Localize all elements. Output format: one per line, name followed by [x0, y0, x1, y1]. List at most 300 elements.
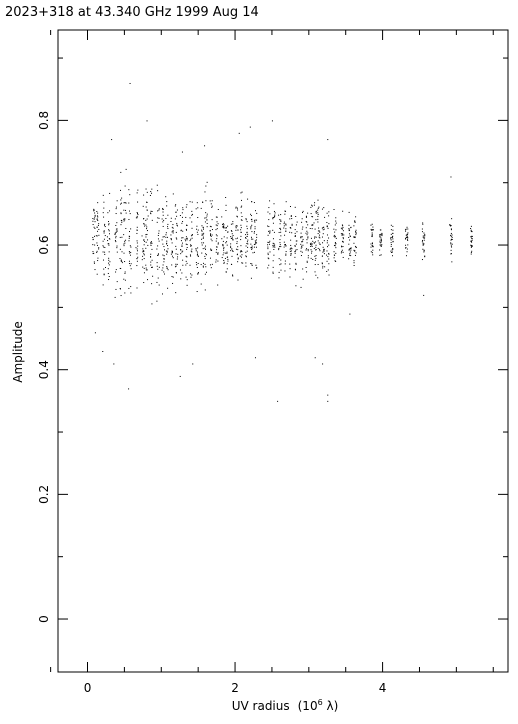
data-point	[424, 238, 425, 239]
data-point	[231, 264, 232, 265]
data-point	[354, 220, 355, 221]
data-point	[102, 351, 103, 352]
data-point	[116, 247, 117, 248]
data-point	[151, 267, 152, 268]
data-point	[181, 245, 182, 246]
data-point	[147, 120, 148, 121]
data-point	[198, 263, 199, 264]
data-point	[322, 256, 323, 257]
data-point	[210, 233, 211, 234]
data-point	[201, 253, 202, 254]
data-point	[280, 246, 281, 247]
data-point	[322, 363, 323, 364]
data-point	[182, 265, 183, 266]
data-point	[311, 225, 312, 226]
data-point	[349, 253, 350, 254]
data-point	[303, 239, 304, 240]
data-point	[318, 207, 319, 208]
data-point	[335, 217, 336, 218]
data-point	[355, 246, 356, 247]
data-point	[241, 206, 242, 207]
data-point	[92, 251, 93, 252]
data-point	[201, 225, 202, 226]
data-point	[349, 230, 350, 231]
data-point	[116, 236, 117, 237]
data-point	[291, 247, 292, 248]
data-point	[227, 245, 228, 246]
data-point	[274, 246, 275, 247]
data-point	[181, 240, 182, 241]
data-point	[407, 249, 408, 250]
data-point	[217, 254, 218, 255]
data-point	[301, 233, 302, 234]
data-point	[202, 235, 203, 236]
data-point	[269, 242, 270, 243]
data-point	[162, 255, 163, 256]
data-point	[268, 258, 269, 259]
data-point	[129, 251, 130, 252]
data-point	[247, 243, 248, 244]
data-point	[142, 259, 143, 260]
data-point	[117, 200, 118, 201]
data-point	[237, 238, 238, 239]
data-point	[317, 219, 318, 220]
data-point	[255, 228, 256, 229]
data-point	[349, 240, 350, 241]
data-point	[335, 242, 336, 243]
data-point	[240, 192, 241, 193]
data-point	[121, 260, 122, 261]
data-point	[115, 289, 116, 290]
data-point	[205, 253, 206, 254]
data-point	[166, 266, 167, 267]
data-point	[195, 248, 196, 249]
data-point	[211, 236, 212, 237]
data-point	[95, 216, 96, 217]
data-point	[471, 236, 472, 237]
data-point	[273, 255, 274, 256]
data-point	[173, 193, 174, 194]
data-point	[232, 250, 233, 251]
data-point	[277, 401, 278, 402]
data-point	[92, 237, 93, 238]
data-point	[211, 239, 212, 240]
data-point	[380, 242, 381, 243]
data-point	[131, 268, 132, 269]
data-point	[146, 268, 147, 269]
data-point	[172, 283, 173, 284]
data-point	[317, 222, 318, 223]
data-point	[349, 255, 350, 256]
data-point	[251, 278, 252, 279]
data-point	[324, 250, 325, 251]
data-point	[295, 233, 296, 234]
data-point	[97, 220, 98, 221]
data-point	[284, 225, 285, 226]
data-point	[171, 238, 172, 239]
data-point	[379, 241, 380, 242]
data-point	[190, 254, 191, 255]
data-point	[146, 189, 147, 190]
data-point	[452, 234, 453, 235]
data-point	[240, 245, 241, 246]
data-point	[296, 244, 297, 245]
data-point	[167, 226, 168, 227]
data-point	[143, 195, 144, 196]
x-tick-label: 4	[378, 681, 387, 695]
data-point	[269, 232, 270, 233]
data-point	[93, 253, 94, 254]
data-point	[201, 239, 202, 240]
data-point	[163, 271, 164, 272]
data-point	[190, 277, 191, 278]
data-point	[267, 226, 268, 227]
data-point	[255, 357, 256, 358]
data-point	[175, 246, 176, 247]
data-point	[241, 251, 242, 252]
data-point	[307, 236, 308, 237]
data-point	[315, 258, 316, 259]
data-point	[124, 202, 125, 203]
data-point	[105, 267, 106, 268]
data-point	[210, 230, 211, 231]
data-point	[98, 235, 99, 236]
data-point	[294, 251, 295, 252]
data-point	[181, 246, 182, 247]
data-point	[191, 275, 192, 276]
data-point	[232, 221, 233, 222]
data-point	[186, 277, 187, 278]
data-point	[334, 232, 335, 233]
data-point	[202, 202, 203, 203]
data-point	[238, 230, 239, 231]
data-point	[452, 237, 453, 238]
data-point	[391, 246, 392, 247]
data-point	[157, 217, 158, 218]
data-point	[251, 225, 252, 226]
data-point	[247, 251, 248, 252]
data-point	[124, 245, 125, 246]
data-point	[121, 203, 122, 204]
data-point	[255, 240, 256, 241]
data-point	[147, 239, 148, 240]
data-point	[343, 242, 344, 243]
data-point	[237, 280, 238, 281]
data-point	[315, 264, 316, 265]
data-point	[354, 260, 355, 261]
data-point	[162, 239, 163, 240]
data-point	[146, 207, 147, 208]
data-point	[176, 249, 177, 250]
data-point	[97, 227, 98, 228]
data-point	[247, 236, 248, 237]
data-point	[317, 216, 318, 217]
data-point	[269, 200, 270, 201]
data-point	[423, 245, 424, 246]
data-point	[103, 247, 104, 248]
data-point	[186, 236, 187, 237]
data-point	[187, 247, 188, 248]
data-point	[126, 169, 127, 170]
data-point	[242, 192, 243, 193]
data-point	[129, 261, 130, 262]
data-point	[237, 249, 238, 250]
data-point	[206, 215, 207, 216]
data-point	[295, 253, 296, 254]
data-point	[237, 246, 238, 247]
data-point	[223, 252, 224, 253]
data-point	[117, 252, 118, 253]
data-point	[272, 218, 273, 219]
data-point	[349, 249, 350, 250]
data-point	[190, 273, 191, 274]
data-point	[163, 212, 164, 213]
data-point	[147, 210, 148, 211]
data-point	[109, 193, 110, 194]
data-point	[102, 245, 103, 246]
data-point	[422, 229, 423, 230]
data-point	[302, 212, 303, 213]
data-point	[312, 243, 313, 244]
data-point	[407, 244, 408, 245]
data-point	[117, 246, 118, 247]
data-point	[123, 279, 124, 280]
data-point	[197, 207, 198, 208]
data-point	[95, 332, 96, 333]
data-point	[407, 234, 408, 235]
data-point	[227, 268, 228, 269]
data-point	[237, 208, 238, 209]
data-point	[115, 272, 116, 273]
data-point	[182, 243, 183, 244]
data-point	[284, 211, 285, 212]
data-point	[422, 249, 423, 250]
data-point	[295, 250, 296, 251]
data-point	[307, 232, 308, 233]
data-point	[190, 239, 191, 240]
data-point	[216, 238, 217, 239]
data-point	[470, 228, 471, 229]
data-point	[197, 252, 198, 253]
data-point	[103, 217, 104, 218]
data-point	[166, 241, 167, 242]
data-point	[97, 274, 98, 275]
data-point	[292, 225, 293, 226]
data-point	[306, 250, 307, 251]
data-point	[129, 231, 130, 232]
data-point	[121, 295, 122, 296]
data-point	[424, 234, 425, 235]
data-point	[327, 242, 328, 243]
data-point	[187, 244, 188, 245]
data-point	[342, 229, 343, 230]
data-point	[177, 256, 178, 257]
data-point	[301, 246, 302, 247]
data-point	[156, 301, 157, 302]
data-point	[241, 216, 242, 217]
data-point	[391, 244, 392, 245]
data-point	[251, 249, 252, 250]
data-point	[450, 235, 451, 236]
data-point	[295, 207, 296, 208]
data-point	[180, 253, 181, 254]
data-point	[382, 235, 383, 236]
data-point	[372, 252, 373, 253]
data-point	[103, 241, 104, 242]
data-point	[335, 243, 336, 244]
data-point	[186, 261, 187, 262]
data-point	[235, 230, 236, 231]
data-point	[238, 258, 239, 259]
data-point	[285, 228, 286, 229]
data-point	[355, 216, 356, 217]
data-point	[131, 263, 132, 264]
data-point	[297, 222, 298, 223]
data-point	[324, 266, 325, 267]
data-point	[324, 249, 325, 250]
data-point	[205, 212, 206, 213]
data-point	[226, 205, 227, 206]
data-point	[315, 241, 316, 242]
data-point	[117, 281, 118, 282]
data-point	[197, 254, 198, 255]
data-point	[130, 252, 131, 253]
data-point	[181, 252, 182, 253]
data-point	[120, 237, 121, 238]
data-point	[175, 253, 176, 254]
data-point	[327, 240, 328, 241]
data-point	[167, 215, 168, 216]
data-point	[301, 236, 302, 237]
data-point	[123, 219, 124, 220]
data-point	[322, 209, 323, 210]
data-point	[204, 191, 205, 192]
data-point	[206, 254, 207, 255]
data-point	[317, 210, 318, 211]
data-point	[315, 247, 316, 248]
data-point	[315, 211, 316, 212]
data-point	[280, 228, 281, 229]
data-point	[472, 238, 473, 239]
data-point	[286, 245, 287, 246]
data-point	[196, 264, 197, 265]
data-point	[348, 225, 349, 226]
data-point	[198, 256, 199, 257]
data-point	[335, 261, 336, 262]
data-point	[128, 388, 129, 389]
data-point	[166, 205, 167, 206]
data-point	[284, 244, 285, 245]
data-point	[190, 201, 191, 202]
data-point	[322, 252, 323, 253]
data-point	[284, 242, 285, 243]
data-point	[124, 253, 125, 254]
data-point	[392, 226, 393, 227]
data-point	[185, 239, 186, 240]
data-point	[165, 218, 166, 219]
data-point	[290, 268, 291, 269]
data-point	[109, 276, 110, 277]
data-point	[226, 253, 227, 254]
data-point	[471, 247, 472, 248]
data-point	[187, 239, 188, 240]
data-point	[451, 233, 452, 234]
data-point	[247, 234, 248, 235]
data-point	[235, 208, 236, 209]
data-point	[250, 227, 251, 228]
data-point	[223, 263, 224, 264]
data-point	[158, 253, 159, 254]
data-point	[226, 271, 227, 272]
data-point	[295, 269, 296, 270]
data-point	[192, 228, 193, 229]
data-point	[334, 255, 335, 256]
data-point	[308, 250, 309, 251]
data-point	[109, 261, 110, 262]
data-point	[224, 262, 225, 263]
data-point	[372, 242, 373, 243]
data-point	[94, 219, 95, 220]
data-point	[203, 242, 204, 243]
data-point	[98, 229, 99, 230]
data-point	[240, 251, 241, 252]
data-point	[180, 249, 181, 250]
data-point	[97, 235, 98, 236]
data-point	[94, 269, 95, 270]
data-point	[348, 228, 349, 229]
data-point	[167, 224, 168, 225]
data-point	[130, 292, 131, 293]
data-point	[172, 256, 173, 257]
data-point	[144, 254, 145, 255]
data-point	[216, 252, 217, 253]
data-point	[334, 237, 335, 238]
data-point	[162, 218, 163, 219]
data-point	[137, 190, 138, 191]
data-point	[176, 216, 177, 217]
data-point	[354, 265, 355, 266]
data-point	[115, 237, 116, 238]
data-point	[272, 245, 273, 246]
data-point	[143, 251, 144, 252]
data-point	[205, 249, 206, 250]
data-point	[223, 228, 224, 229]
data-point	[380, 237, 381, 238]
data-point	[92, 244, 93, 245]
data-point	[162, 208, 163, 209]
data-point	[103, 212, 104, 213]
data-point	[201, 230, 202, 231]
data-point	[472, 240, 473, 241]
data-point	[226, 241, 227, 242]
y-tick-label: 0.4	[37, 360, 51, 380]
data-point	[348, 244, 349, 245]
data-point	[251, 219, 252, 220]
data-point	[130, 286, 131, 287]
data-point	[212, 200, 213, 201]
data-point	[471, 246, 472, 247]
data-point	[471, 230, 472, 231]
data-point	[144, 258, 145, 259]
data-point	[170, 221, 171, 222]
data-point	[316, 213, 317, 214]
data-point	[302, 227, 303, 228]
data-point	[202, 233, 203, 234]
data-point	[231, 224, 232, 225]
data-point	[129, 194, 130, 195]
data-point	[150, 262, 151, 263]
data-point	[108, 268, 109, 269]
